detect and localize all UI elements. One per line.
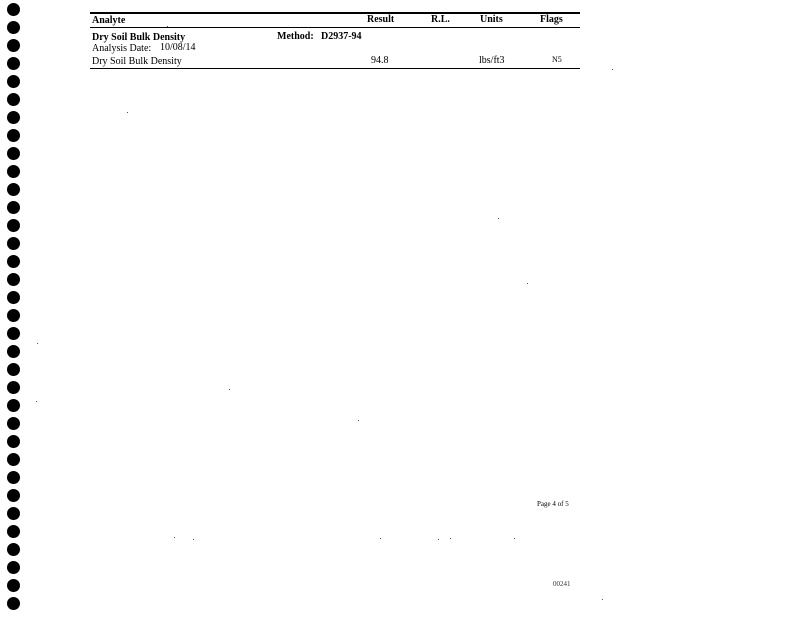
analysis-date-label: Analysis Date: — [92, 43, 152, 54]
punch-hole — [7, 471, 20, 484]
punch-hole — [7, 237, 20, 250]
punch-hole — [7, 219, 20, 232]
scan-speck — [358, 420, 359, 421]
group-analyte-name: Dry Soil Bulk Density — [92, 32, 186, 43]
punch-holes — [7, 0, 21, 618]
punch-hole — [7, 399, 20, 412]
punch-hole — [7, 363, 20, 376]
header-rl: R.L. — [431, 14, 450, 25]
scan-speck — [167, 26, 168, 27]
punch-hole — [7, 453, 20, 466]
punch-hole — [7, 291, 20, 304]
punch-hole — [7, 93, 20, 106]
punch-hole — [7, 21, 20, 34]
scan-speck — [514, 538, 515, 539]
punch-hole — [7, 255, 20, 268]
punch-hole — [7, 417, 20, 430]
scan-speck — [36, 401, 37, 402]
header-units: Units — [480, 14, 503, 25]
scan-speck — [193, 539, 194, 540]
method-value: D2937-94 — [321, 31, 362, 42]
punch-hole — [7, 147, 20, 160]
punch-hole — [7, 489, 20, 502]
scan-speck — [174, 537, 175, 538]
scan-speck — [229, 389, 230, 390]
scan-speck — [602, 599, 603, 600]
punch-hole — [7, 39, 20, 52]
punch-hole — [7, 165, 20, 178]
punch-hole — [7, 561, 20, 574]
row-analyte: Dry Soil Bulk Density — [92, 56, 182, 67]
punch-hole — [7, 309, 20, 322]
row-flags: N5 — [552, 55, 562, 64]
table-header-rule — [90, 27, 580, 28]
scan-speck — [527, 283, 528, 284]
scan-speck — [498, 218, 499, 219]
punch-hole — [7, 3, 20, 16]
header-analyte: Analyte — [92, 15, 126, 26]
header-result: Result — [367, 14, 395, 25]
method-label: Method: — [277, 31, 314, 42]
scan-speck — [380, 538, 381, 539]
table-top-rule — [90, 12, 580, 14]
punch-hole — [7, 273, 20, 286]
punch-hole — [7, 381, 20, 394]
punch-hole — [7, 129, 20, 142]
punch-hole — [7, 579, 20, 592]
punch-hole — [7, 183, 20, 196]
punch-hole — [7, 345, 20, 358]
punch-hole — [7, 201, 20, 214]
scan-speck — [37, 343, 38, 344]
scan-speck — [127, 112, 128, 113]
punch-hole — [7, 75, 20, 88]
analysis-date-value: 10/08/14 — [160, 42, 196, 53]
row-result: 94.8 — [371, 55, 389, 66]
punch-hole — [7, 435, 20, 448]
punch-hole — [7, 543, 20, 556]
punch-hole — [7, 525, 20, 538]
punch-hole — [7, 111, 20, 124]
punch-hole — [7, 57, 20, 70]
table-bottom-rule — [90, 68, 580, 69]
punch-hole — [7, 327, 20, 340]
document-number: 00241 — [553, 580, 571, 588]
punch-hole — [7, 507, 20, 520]
scan-speck — [438, 539, 439, 540]
header-flags: Flags — [540, 14, 563, 25]
scan-speck — [450, 538, 451, 539]
scan-speck — [612, 69, 613, 70]
page-number: Page 4 of 5 — [537, 500, 569, 508]
row-units: lbs/ft3 — [479, 55, 505, 66]
punch-hole — [7, 597, 20, 610]
